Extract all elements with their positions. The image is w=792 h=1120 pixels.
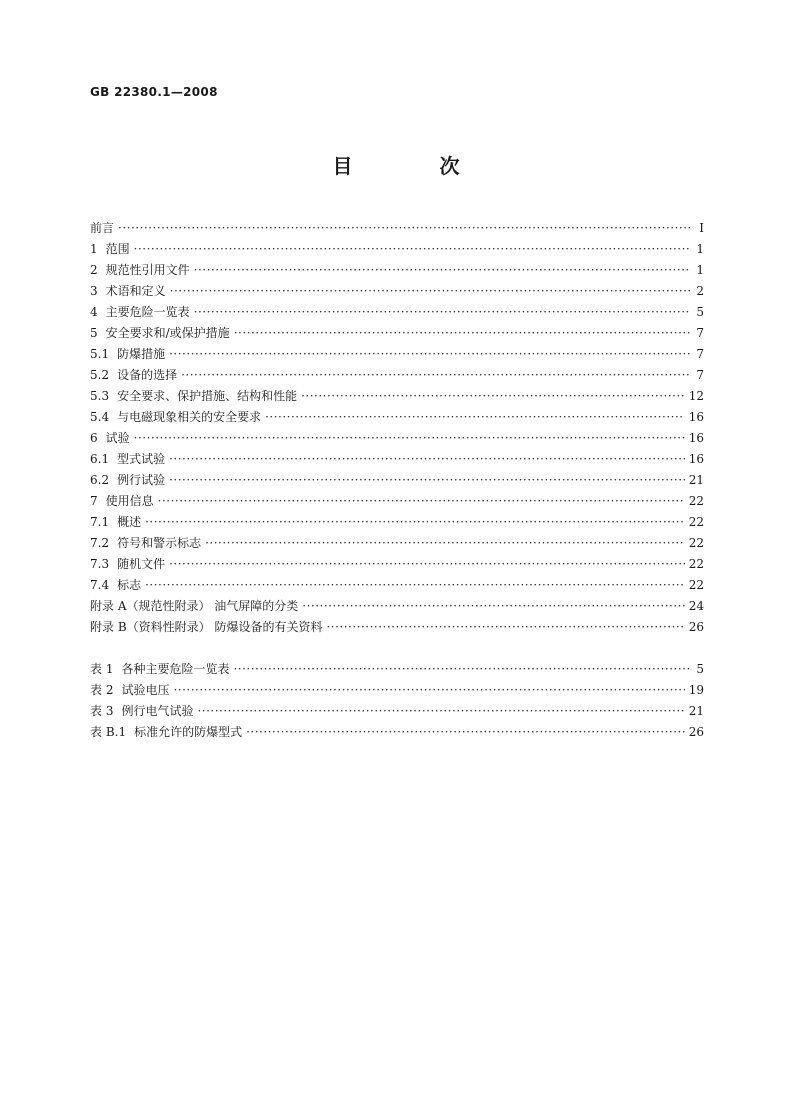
toc-entry[interactable] bbox=[90, 722, 704, 743]
toc-entry[interactable] bbox=[90, 323, 704, 344]
toc-entry-number: 6.2 bbox=[90, 473, 110, 487]
toc-entry-title: 随机文件 bbox=[117, 557, 166, 571]
toc-entry[interactable] bbox=[90, 554, 704, 575]
dot-leader bbox=[158, 491, 685, 512]
toc-entry-title: 防爆措施 bbox=[117, 347, 166, 361]
dot-leader bbox=[265, 407, 685, 428]
toc-entry[interactable] bbox=[90, 239, 704, 260]
dot-leader bbox=[246, 722, 685, 743]
toc-entry-title: 型式试验 bbox=[117, 452, 166, 466]
dot-leader bbox=[234, 323, 690, 344]
toc-entry[interactable] bbox=[90, 428, 704, 449]
toc-entry-number: 3 bbox=[90, 284, 98, 298]
toc-entry-number: 表 B.1 bbox=[90, 725, 127, 739]
dot-leader bbox=[181, 365, 690, 386]
toc-entry-page-number: 12 bbox=[688, 389, 704, 403]
toc-entry-title: 各种主要危险一览表 bbox=[121, 662, 230, 676]
standard-number: GB 22380.1—2008 bbox=[90, 85, 218, 99]
toc-entry-number: 表 1 bbox=[90, 662, 114, 676]
dot-leader bbox=[170, 281, 690, 302]
dot-leader bbox=[197, 701, 684, 722]
toc-entry-number: 表 3 bbox=[90, 704, 114, 718]
toc-entry[interactable] bbox=[90, 365, 704, 386]
toc-entry-page-number: 5 bbox=[696, 305, 704, 319]
toc-entry-number: 7.2 bbox=[90, 536, 110, 550]
toc-entry-title: 试验 bbox=[105, 431, 130, 445]
toc-entry-page-number: 26 bbox=[688, 725, 704, 739]
toc-entry-title: 安全要求和/或保护措施 bbox=[105, 326, 230, 340]
toc-entry-page-number: 22 bbox=[688, 578, 704, 592]
toc-entry-page-number: 16 bbox=[688, 410, 704, 424]
page-title: 目 次 bbox=[332, 154, 500, 178]
toc-entry[interactable] bbox=[90, 407, 704, 428]
toc-entry-number: 6 bbox=[90, 431, 98, 445]
dot-leader bbox=[169, 344, 690, 365]
toc-entry-number: 1 bbox=[90, 242, 98, 256]
dot-leader bbox=[145, 575, 685, 596]
toc-section-list bbox=[90, 218, 704, 638]
dot-leader bbox=[134, 239, 690, 260]
toc-entry-title: 前言 bbox=[90, 221, 115, 235]
dot-leader bbox=[169, 470, 685, 491]
toc-entry[interactable] bbox=[90, 218, 704, 239]
dot-leader bbox=[145, 512, 685, 533]
toc-entry-page-number: 16 bbox=[688, 431, 704, 445]
dot-leader bbox=[169, 554, 685, 575]
toc-entry-page-number: 7 bbox=[696, 368, 704, 382]
toc-entry[interactable] bbox=[90, 470, 704, 491]
toc-entry[interactable] bbox=[90, 533, 704, 554]
toc-entry-number: 7.4 bbox=[90, 578, 110, 592]
toc-entry-title: 试验电压 bbox=[121, 683, 170, 697]
toc-entry-page-number: 1 bbox=[696, 242, 704, 256]
toc-entry-number: 5.2 bbox=[90, 368, 110, 382]
toc-entry-number: 4 bbox=[90, 305, 98, 319]
toc-entry-page-number: 22 bbox=[688, 536, 704, 550]
dot-leader bbox=[173, 680, 684, 701]
toc-entry[interactable] bbox=[90, 449, 704, 470]
toc-entry-title: 标志 bbox=[117, 578, 142, 592]
toc-entry[interactable] bbox=[90, 512, 704, 533]
toc-entry-title: 概述 bbox=[117, 515, 142, 529]
toc-entry-title: 标准允许的防爆型式 bbox=[134, 725, 243, 739]
toc-entry-number: 5.4 bbox=[90, 410, 110, 424]
toc-entry-title: 附录 A（规范性附录） 油气屏障的分类 bbox=[90, 599, 299, 613]
toc-entry-page-number: 5 bbox=[696, 662, 704, 676]
toc-entry-page-number: 19 bbox=[688, 683, 704, 697]
dot-leader bbox=[326, 617, 684, 638]
toc-entry-title: 术语和定义 bbox=[105, 284, 166, 298]
dot-leader bbox=[233, 659, 690, 680]
toc-entry-title: 附录 B（资料性附录） 防爆设备的有关资料 bbox=[90, 620, 323, 634]
toc-entry-number: 5.3 bbox=[90, 389, 110, 403]
toc-entry-title: 设备的选择 bbox=[117, 368, 178, 382]
toc-entry-title: 使用信息 bbox=[105, 494, 154, 508]
toc-entry-page-number: 2 bbox=[696, 284, 704, 298]
dot-leader bbox=[301, 386, 685, 407]
toc-entry-title: 主要危险一览表 bbox=[105, 305, 190, 319]
toc-entry[interactable] bbox=[90, 260, 704, 281]
toc-entry-page-number: 21 bbox=[688, 473, 704, 487]
dot-leader bbox=[194, 302, 690, 323]
toc-entry-title: 与电磁现象相关的安全要求 bbox=[117, 410, 262, 424]
toc-entry[interactable] bbox=[90, 659, 704, 680]
toc-entry-number: 表 2 bbox=[90, 683, 114, 697]
toc-entry-title: 例行试验 bbox=[117, 473, 166, 487]
toc-entry-page-number: 26 bbox=[688, 620, 704, 634]
toc-entry-number: 6.1 bbox=[90, 452, 110, 466]
toc-entry-page-number: 22 bbox=[688, 515, 704, 529]
toc-entry[interactable] bbox=[90, 344, 704, 365]
toc-entry[interactable] bbox=[90, 491, 704, 512]
toc-entry-number: 7.1 bbox=[90, 515, 110, 529]
dot-leader bbox=[169, 449, 685, 470]
toc-entry-page-number: 7 bbox=[696, 347, 704, 361]
toc-entry[interactable] bbox=[90, 281, 704, 302]
toc-table-list bbox=[90, 659, 704, 743]
dot-leader bbox=[118, 218, 690, 239]
toc-entry[interactable] bbox=[90, 680, 704, 701]
toc-entry[interactable] bbox=[90, 302, 704, 323]
toc-entry[interactable] bbox=[90, 386, 704, 407]
toc-entry-number: 2 bbox=[90, 263, 98, 277]
toc-entry-title: 范围 bbox=[105, 242, 130, 256]
toc-entry-page-number: 22 bbox=[688, 494, 704, 508]
toc-entry-title: 例行电气试验 bbox=[121, 704, 194, 718]
toc-entry-page-number: 24 bbox=[688, 599, 704, 613]
toc-entry-number: 5.1 bbox=[90, 347, 110, 361]
toc-entry-title: 安全要求、保护措施、结构和性能 bbox=[117, 389, 298, 403]
toc-entry-number: 7.3 bbox=[90, 557, 110, 571]
toc-entry-page-number: 21 bbox=[688, 704, 704, 718]
dot-leader bbox=[194, 260, 690, 281]
dot-leader bbox=[134, 428, 685, 449]
toc-entry-number: 5 bbox=[90, 326, 98, 340]
toc-entry[interactable] bbox=[90, 701, 704, 722]
toc-entry-page-number: 16 bbox=[688, 452, 704, 466]
toc-entry-title: 符号和警示标志 bbox=[117, 536, 202, 550]
toc-entry[interactable] bbox=[90, 575, 704, 596]
dot-leader bbox=[302, 596, 684, 617]
toc-entry-page-number: 1 bbox=[696, 263, 704, 277]
toc-entry[interactable] bbox=[90, 617, 704, 638]
toc-entry-page-number: 22 bbox=[688, 557, 704, 571]
toc-entry-title: 规范性引用文件 bbox=[105, 263, 190, 277]
toc-entry[interactable] bbox=[90, 596, 704, 617]
toc-entry-number: 7 bbox=[90, 494, 98, 508]
toc-entry-page-number: 7 bbox=[696, 326, 704, 340]
toc-entry-page-number: Ⅰ bbox=[699, 221, 704, 235]
dot-leader bbox=[205, 533, 685, 554]
table-of-contents bbox=[90, 218, 704, 743]
